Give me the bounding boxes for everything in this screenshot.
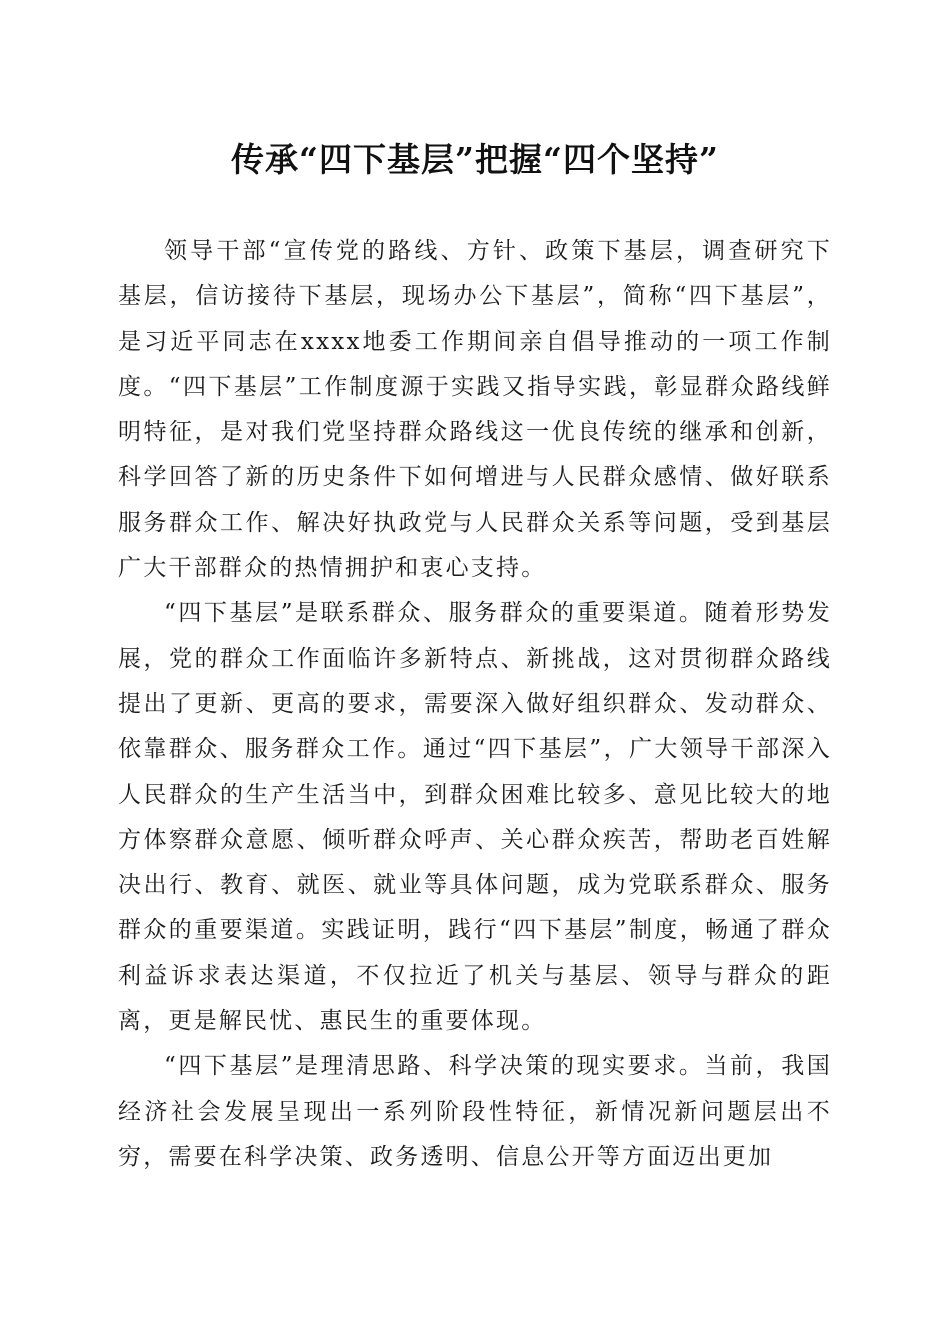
paragraph-contact-masses: “四下基层”是联系群众、服务群众的重要渠道。随着形势发展，党的群众工作面临许多新特点、新挑战，这对贯彻群众路线提出了更新、更高的要求，需要深入做好组织群众、发动群众、依靠群众、服务群众工作。通过“四下基层”，广大领导干部深入人民群众的生产生活当中，到群众困难比较多、意见比较大的地方体察群众意愿、倾听群众呼声、关心群众疾苦，帮助老百姓解决出行、教育、就医、就业等具体问题，成为党联系群众、服务群众的重要渠道。实践证明，践行“四下基层”制度，畅通了群众利益诉求表达渠道，不仅拉近了机关与基层、领导与群众的距离，更是解民忧、惠民生的重要体现。 [118, 600, 832, 1035]
document-title: 传承“四下基层”把握“四个坚持” [231, 140, 719, 179]
paragraph-intro: 领导干部“宣传党的路线、方针、政策下基层，调查研究下基层，信访接待下基层，现场办公下基层”，简称“四下基层”，是习近平同志在xxxx地委工作期间亲自倡导推动的一项工作制度。“四下基层”工作制度源于实践又指导实践，彰显群众路线鲜明特征，是对我们党坚持群众路线这一优良传统的继承和创新，科学回答了新的历史条件下如何增进与人民群众感情、做好联系服务群众工作、解决好执政党与人民群众关系等问题，受到基层广大干部群众的热情拥护和衷心支持。 [118, 238, 832, 582]
document-body [118, 229, 832, 1189]
paragraph-scientific-decision: “四下基层”是理清思路、科学决策的现实要求。当前，我国经济社会发展呈现出一系列阶段性特征，新情况新问题层出不穷，需要在科学决策、政务透明、信息公开等方面迈出更加 [118, 1053, 832, 1170]
